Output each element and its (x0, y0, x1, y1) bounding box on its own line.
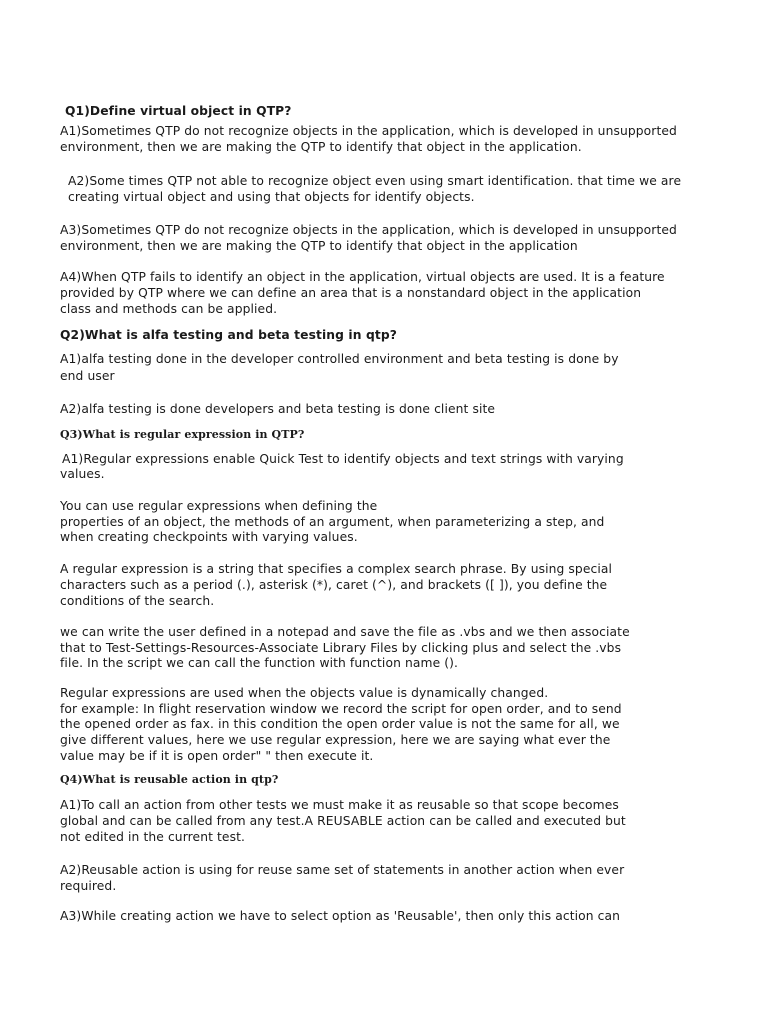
q1-answer-1-line-2: environment, then we are making the QTP to identify that object in the application. (60, 140, 582, 154)
q3-answer-1-line-2: values. (60, 467, 105, 481)
q4-answer-1-line-3: not edited in the current test. (60, 830, 246, 844)
q3-para-5-line-2: for example: In flight reservation window we record the script for open order, and to send (60, 702, 622, 716)
q1-answer-4-line-3: class and methods can be applied. (60, 302, 278, 316)
q4-answer-2-line-1: A2)Reusable action is using for reuse same set of statements in another action when ever (60, 863, 625, 877)
q3-para-5-line-3: the opened order as fax. in this condition the open order value is not the same for all, we (60, 717, 620, 731)
q1-answer-2-line-2: creating virtual object and using that objects for identify objects. (68, 190, 475, 204)
q3-para-5-line-4: give different values, here we use regular expression, here we are saying what ever the (60, 733, 611, 747)
q2-answer-2-line-1: A2)alfa testing is done developers and beta testing is done client site (60, 402, 496, 416)
q3-para-4-line-3: file. In the script we can call the function with function name (). (60, 656, 459, 670)
q3-para-5-line-5: value may be if it is open order" " then execute it. (60, 749, 374, 763)
question-1-heading: Q1)Define virtual object in QTP? (65, 104, 292, 118)
q3-para-3-line-2: characters such as a period (.), asterisk (*), caret (^), and brackets ([ ]), you define the (60, 578, 608, 592)
q4-answer-1-line-2: global and can be called from any test.A REUSABLE action can be called and executed but (60, 814, 626, 828)
q3-para-2-line-1: You can use regular expressions when defining the (60, 499, 378, 513)
question-3-heading: Q3)What is regular expression in QTP? (60, 428, 305, 441)
q3-answer-1-line-1: A1)Regular expressions enable Quick Test to identify objects and text strings with varying (62, 452, 624, 466)
q3-para-3-line-1: A regular expression is a string that specifies a complex search phrase. By using special (60, 562, 613, 576)
q1-answer-4-line-1: A4)When QTP fails to identify an object in the application, virtual objects are used. It is a feature (60, 270, 665, 284)
q3-para-4-line-2: that to Test-Settings-Resources-Associate Library Files by clicking plus and select the .vbs (60, 641, 622, 655)
question-2-heading: Q2)What is alfa testing and beta testing in qtp? (60, 328, 398, 342)
q4-answer-1-line-1: A1)To call an action from other tests we must make it as reusable so that scope becomes (60, 798, 619, 812)
q3-para-2-line-2: properties of an object, the methods of an argument, when parameterizing a step, and (60, 515, 605, 529)
q1-answer-3-line-1: A3)Sometimes QTP do not recognize objects in the application, which is developed in unsupported (60, 223, 677, 237)
q4-answer-3-line-1: A3)While creating action we have to select option as 'Reusable', then only this action can (60, 909, 621, 923)
q1-answer-4-line-2: provided by QTP where we can define an area that is a nonstandard object in the application (60, 286, 642, 300)
q3-para-4-line-1: we can write the user defined in a notepad and save the file as .vbs and we then associate (60, 625, 630, 639)
q3-para-2-line-3: when creating checkpoints with varying values. (60, 530, 358, 544)
q2-answer-1-line-1: A1)alfa testing done in the developer controlled environment and beta testing is done by (60, 352, 619, 366)
q1-answer-2-line-1: A2)Some times QTP not able to recognize object even using smart identification. that time we are (68, 174, 682, 188)
q4-answer-2-line-2: required. (60, 879, 117, 893)
q3-para-3-line-3: conditions of the search. (60, 594, 215, 608)
q3-para-5-line-1: Regular expressions are used when the objects value is dynamically changed. (60, 686, 549, 700)
q2-answer-1-line-2: end user (60, 369, 115, 383)
q1-answer-1-line-1: A1)Sometimes QTP do not recognize objects in the application, which is developed in unsupported (60, 124, 677, 138)
question-4-heading: Q4)What is reusable action in qtp? (60, 773, 279, 786)
q1-answer-3-line-2: environment, then we are making the QTP to identify that object in the application (60, 239, 578, 253)
